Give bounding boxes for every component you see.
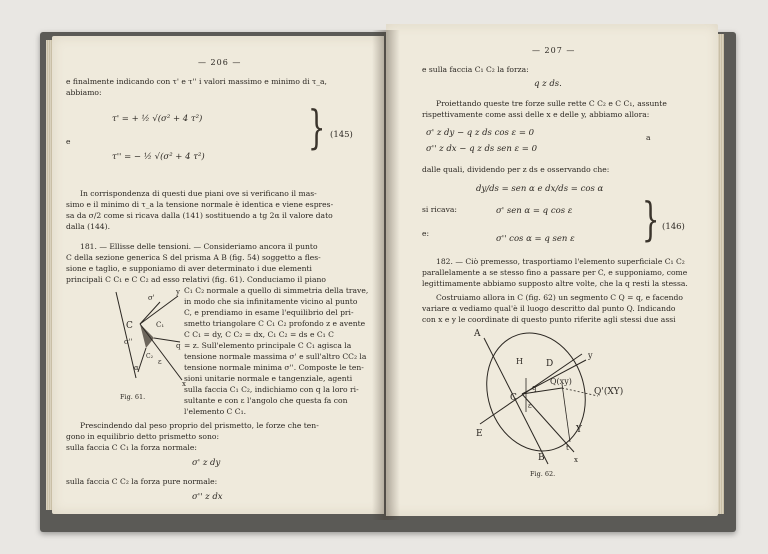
right-margin-mark: a xyxy=(646,133,651,142)
section-line: = z. Sull'elemento principale C C₁ agisca la xyxy=(184,341,352,350)
fig62-label-yy: Y xyxy=(576,425,582,435)
section-line: sione e taglio, e supponiamo di aver determinato i due elementi xyxy=(66,264,312,273)
section-182-line: variare α vediamo qual'è il luogo descritto dal punto Q. Indicando xyxy=(422,304,676,313)
section-line: in modo che sia infinitamente vicino al punto xyxy=(184,297,358,306)
section-line: C, e prendiamo in esame l'equilibrio del pri- xyxy=(184,308,354,317)
fig61-label-c: C xyxy=(126,321,133,331)
equation-projection-2: σ'' z dx − q z ds sen ε = 0 xyxy=(426,144,538,154)
fig62-label-eps: ε xyxy=(528,402,532,410)
section-line: C C₁ = dy, C C₂ = dx, C₁ C₂ = ds e C₁ C xyxy=(184,330,334,339)
fig61-label-y: y xyxy=(176,288,180,296)
fig61-label-c2: C₂ xyxy=(146,353,153,360)
fig62-label-t: t xyxy=(566,444,569,452)
fig61-label-eps: ε xyxy=(158,358,162,366)
equation-number-146: (146) xyxy=(662,222,685,232)
page-number-206: — 206 — xyxy=(198,58,242,67)
section-182-line: legittimamente abbiamo supposto altre volte, che la q resti la stessa. xyxy=(422,279,688,288)
equation-brace: } xyxy=(307,100,326,154)
section-182-line: Costruiamo allora in C (fig. 62) un segmento C Q = q, e facendo xyxy=(436,293,683,302)
right-conjunction: e: xyxy=(422,229,430,238)
fig62-label-e: E xyxy=(476,429,483,439)
section-182-line: con x e y le coordinate di questo punto riferite agli stessi due assi xyxy=(422,315,676,324)
fig62-tline xyxy=(562,384,570,442)
equation-force-1: σ' z dy xyxy=(192,458,221,468)
equation-tau-min: τ'' = − ½ √(σ² + 4 τ²) xyxy=(112,152,205,162)
section-182-line: parallelamente a se stesso fino a passare per C, e supponiamo, come xyxy=(422,268,688,277)
section-line: tensione normale massima σ' e sull'altro CC₂ la xyxy=(184,352,367,361)
fig61-label-q: q xyxy=(176,342,181,350)
section-line: smetto triangolare C C₁ C₂ profondo z e avente xyxy=(184,319,366,328)
fig62-caption: Fig. 62. xyxy=(530,470,556,478)
fig62-label-qsmall: q xyxy=(532,384,537,392)
section-182-line: 182. — Ciò premesso, trasportiamo l'elemento superficiale C₁ C₂ xyxy=(436,257,685,266)
fig62-label-d: D xyxy=(546,359,554,369)
right-page xyxy=(386,24,718,516)
fig61-label-sigma1: σ' xyxy=(148,294,155,302)
figure-62 xyxy=(470,324,690,466)
fig62-label-y: y xyxy=(588,351,593,360)
para2-line: Prescindendo dal peso proprio del prismetto, le forze che ten- xyxy=(80,421,319,430)
left-page xyxy=(52,36,384,514)
para3-line: sulla faccia C C₂ la forza pure normale: xyxy=(66,477,218,486)
equation-conjunction: e xyxy=(66,137,71,146)
para1-line: sa da σ/2 come si ricava dalla (141) sostituendo a tg 2α il valore dato xyxy=(66,211,333,220)
equation-force-2: σ'' z dx xyxy=(192,492,223,502)
fig61-caption: Fig. 61. xyxy=(120,393,146,401)
fig62-label-c: C xyxy=(510,393,517,403)
fig62-label-qprime: Q'(XY) xyxy=(594,387,624,397)
fig62-label-b: B xyxy=(538,453,545,463)
section-line: sultante e con ε l'angolo che questa fa con xyxy=(184,396,348,405)
equation-number-145: (145) xyxy=(330,130,353,140)
right-line-2: dalle quali, dividendo per z ds e osservando che: xyxy=(422,165,610,174)
section-line: sioni unitarie normale e tangenziale, agenti xyxy=(184,374,353,383)
right-para1-line: Proiettando queste tre forze sulle rette C C₂ e C C₁, assunte xyxy=(436,99,667,108)
para1-line: In corrispondenza di questi due piani ove si verificano il mas- xyxy=(80,189,317,198)
equation-ratios: dy/ds = sen α e dx/ds = cos α xyxy=(476,184,604,194)
figure-61 xyxy=(96,282,188,390)
section-line: l'elemento C C₁. xyxy=(184,407,247,416)
right-line-3: si ricava: xyxy=(422,205,457,214)
fig62-label-h: H xyxy=(516,357,523,366)
intro-line-2: abbiamo: xyxy=(66,88,102,97)
right-line-1: e sulla faccia C₁ C₂ la forza: xyxy=(422,65,529,74)
fig61-label-alpha: α xyxy=(134,364,139,372)
fig62-label-a: A xyxy=(474,329,481,339)
equation-projection-1: σ' z dy − q z ds cos ε = 0 xyxy=(426,128,535,138)
equation-q-ds: q z ds. xyxy=(534,79,562,89)
fig61-label-x: x xyxy=(182,380,186,388)
fig62-label-x: x xyxy=(574,456,578,464)
section-line: principali C C₁ e C C₂ ad esso relativi (fig. 61). Conduciamo il piano xyxy=(66,275,326,284)
fig61-x-axis xyxy=(140,324,182,380)
equation-result-1: σ' sen α = q cos ε xyxy=(496,206,573,216)
equation-tau-max: τ' = + ½ √(σ² + 4 τ²) xyxy=(112,114,203,124)
page-number-207: — 207 — xyxy=(532,46,576,55)
section-line: sulla faccia C₁ C₂, indichiamo con q la loro ri- xyxy=(184,385,359,394)
section-line: C della sezione generica S del prisma A B (fig. 54) soggetto a fles- xyxy=(66,253,321,262)
para1-line: dalla (144). xyxy=(66,222,111,231)
section-line: 181. — Ellisse delle tensioni. — Consideriamo ancora il punto xyxy=(80,242,318,251)
fig61-label-c1: C₁ xyxy=(156,321,165,329)
fig62-projection xyxy=(562,388,598,396)
equation-brace-146: } xyxy=(641,192,660,246)
equation-result-2: σ'' cos α = q sen ε xyxy=(496,234,575,244)
intro-line-1: e finalmente indicando con τ' e τ'' i valori massimo e minimo di τ_a, xyxy=(66,77,327,86)
para2-line: gono in equilibrio detto prismetto sono: xyxy=(66,432,220,441)
fig61-line-sigma2 xyxy=(138,348,146,372)
fig61-label-sigma2: σ'' xyxy=(124,338,133,346)
para1-line: simo e il minimo di τ_a la tensione normale è identica e viene espres- xyxy=(66,200,334,209)
section-line: tensione normale minima σ''. Composte le ten- xyxy=(184,363,364,372)
para2-line: sulla faccia C C₁ la forza normale: xyxy=(66,443,197,452)
fig61-axis xyxy=(116,292,136,378)
section-line: C₁ C₂ normale a quello di simmetria della trave, xyxy=(184,286,369,295)
fig61-y-axis xyxy=(140,296,178,324)
fig62-label-q: Q(xy) xyxy=(550,377,572,386)
right-para1-line: rispettivamente come assi delle x e delle y, abbiamo allora: xyxy=(422,110,650,119)
fig62-ellipse xyxy=(472,324,600,464)
